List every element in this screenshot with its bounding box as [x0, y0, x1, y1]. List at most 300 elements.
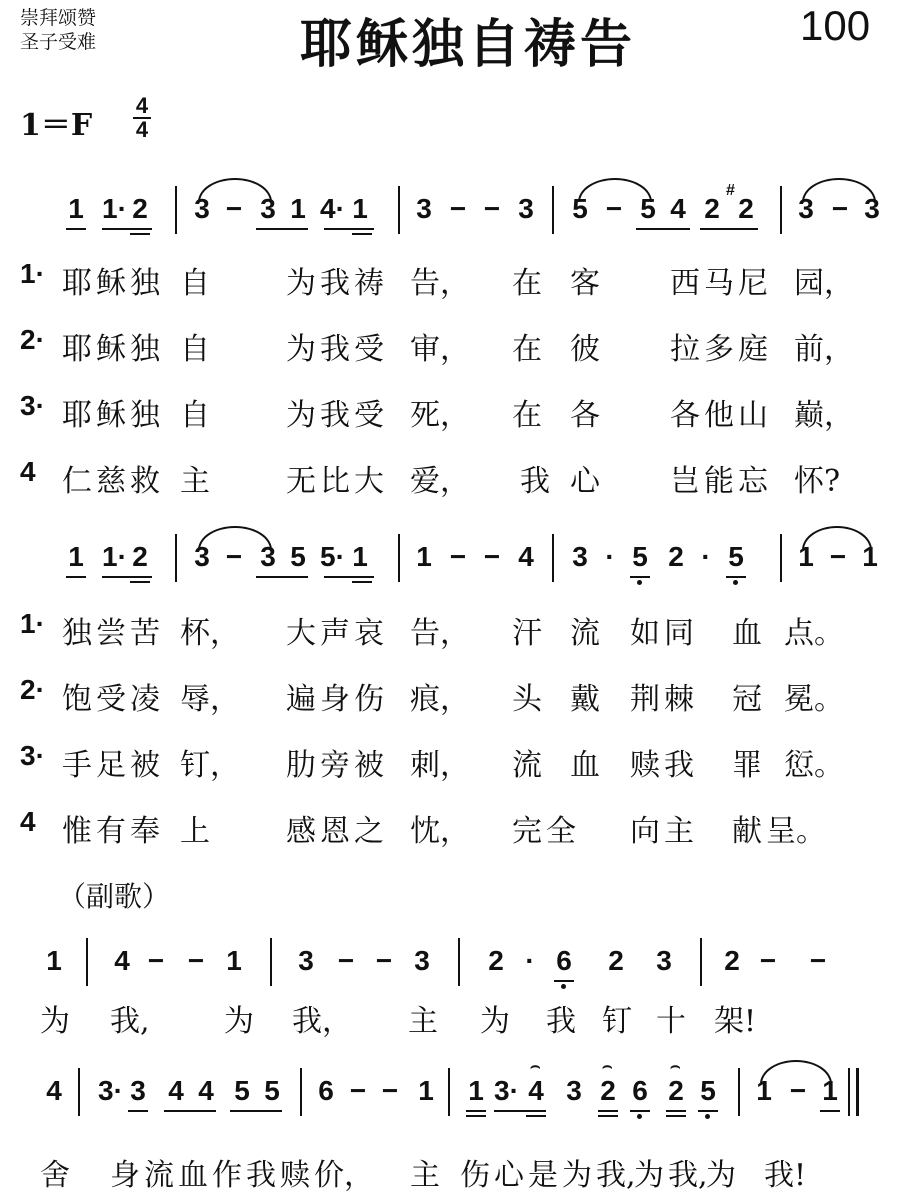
lyric-syllable: 无 [286, 464, 316, 499]
lyric-syllable: 自 [180, 332, 210, 367]
lyric-syllable: 辱， [180, 682, 240, 717]
music-line-2 [0, 540, 901, 600]
jianpu-note: 3 [260, 193, 276, 224]
time-signature-bottom: 4 [135, 117, 149, 142]
bar-line [78, 1068, 80, 1116]
lyric-syllable: 为 [286, 266, 316, 301]
beam-underline [256, 228, 308, 230]
lyric-syllable: 身 [320, 682, 350, 717]
lyric-syllable: 棘 [664, 682, 694, 717]
bar-line [700, 938, 702, 986]
jianpu-note: 5 [628, 540, 652, 574]
lyric-syllable: 独 [62, 616, 92, 651]
beam-underline [352, 233, 372, 235]
lyric-syllable: 杯， [180, 616, 240, 651]
jianpu-note: 3 [194, 193, 210, 224]
bar-line [848, 1068, 850, 1116]
jianpu-note: − [483, 541, 501, 572]
jianpu-note: − [809, 945, 827, 976]
jianpu-note: 1 [416, 541, 432, 572]
lyric-syllable: 怀? [794, 464, 841, 499]
subcategory-label: 圣子受难 [20, 32, 97, 53]
lyric-syllable: 冠 [732, 682, 762, 717]
jianpu-note: 3 [416, 193, 432, 224]
jianpu-note: 4· [320, 193, 345, 224]
lyric-syllable: 能 [704, 464, 734, 499]
beam-underline [636, 228, 690, 230]
beam-underline [666, 1115, 686, 1117]
lyric-syllable: 赎 [280, 1158, 310, 1193]
lyric-syllable: 为 [286, 332, 316, 367]
lyric-syllable: 荆 [630, 682, 660, 717]
jianpu-note: 5 [640, 193, 656, 224]
jianpu-note: 2 [704, 193, 720, 224]
lyric-syllable: 我 [520, 464, 550, 499]
lyric-syllable: 流 [144, 1158, 174, 1193]
hymn-number: 100 [800, 2, 871, 49]
jianpu-note: − [349, 1075, 367, 1106]
jianpu-note: 5 [724, 540, 748, 574]
lyric-syllable: 足 [96, 748, 126, 783]
lyric-syllable: 舍 [40, 1158, 70, 1193]
beam-underline [726, 576, 746, 578]
verse-number: 1· [20, 608, 45, 639]
jianpu-note: − [375, 945, 393, 976]
lyric-syllable: 死， [410, 398, 470, 433]
jianpu-note: 2 [600, 1075, 616, 1106]
fermata-icon: ⌢ [530, 1058, 541, 1075]
lyric-syllable: 在 [512, 332, 542, 367]
lyric-syllable: 痕， [410, 682, 470, 717]
lyric-syllable: 在 [512, 266, 542, 301]
lyric-syllable: 戴 [570, 682, 600, 717]
jianpu-note: 1 [822, 1075, 838, 1106]
lyric-syllable: 头 [512, 682, 542, 717]
bar-line [552, 534, 554, 582]
lyric-syllable: 受 [354, 332, 384, 367]
beam-underline [66, 576, 86, 578]
jianpu-note: 3 [798, 193, 814, 224]
lyric-syllable: 全 [546, 814, 576, 849]
lyric-syllable: 稣 [96, 266, 126, 301]
jianpu-note: − [449, 541, 467, 572]
jianpu-note: 2 [132, 541, 148, 572]
verse-b-line-4 [20, 806, 890, 849]
lyric-syllable: 我, [110, 1004, 150, 1039]
bar-line [780, 534, 782, 582]
bar-line [552, 186, 554, 234]
beam-underline [630, 576, 650, 578]
lyric-syllable: 爱， [410, 464, 470, 499]
bar-line [86, 938, 88, 986]
lyric-syllable: 血 [732, 616, 762, 651]
lyric-syllable: 完 [512, 814, 542, 849]
lyric-syllable: 耶 [62, 398, 92, 433]
chorus-label: （副歌） [58, 880, 171, 913]
jianpu-note: − [225, 193, 243, 224]
lyric-syllable: 比 [320, 464, 350, 499]
beam-underline [324, 576, 374, 578]
lyric-syllable: 血 [178, 1158, 208, 1193]
verse-number: 1· [20, 258, 45, 289]
lyric-syllable: 庭 [738, 332, 768, 367]
beam-underline [102, 228, 152, 230]
jianpu-note: − [829, 541, 847, 572]
lyric-syllable: 忘 [738, 464, 768, 499]
lyric-syllable: 为 [286, 398, 316, 433]
lyric-syllable: 手 [62, 748, 92, 783]
lyric-syllable: 向 [630, 814, 660, 849]
lyric-syllable: 刺， [410, 748, 470, 783]
verse-number: 4 [20, 456, 36, 487]
lyric-syllable: 在 [512, 398, 542, 433]
lyric-syllable: 独 [130, 266, 160, 301]
lyric-syllable: 为 [562, 1158, 592, 1193]
jianpu-note: 6 [318, 1075, 334, 1106]
jianpu-note: 5 [572, 193, 588, 224]
lyric-syllable: 苦 [130, 616, 160, 651]
jianpu-note: 3 [566, 1075, 582, 1106]
lyric-syllable: 大 [286, 616, 316, 651]
lyric-syllable: 主 [664, 814, 694, 849]
jianpu-note: 2 [724, 945, 740, 976]
lyric-syllable: 主 [408, 1004, 438, 1039]
lyric-syllable: 受 [96, 682, 126, 717]
jianpu-note: 3· [98, 1075, 123, 1106]
jianpu-note: 3 [414, 945, 430, 976]
lyric-syllable: 我 [546, 1004, 576, 1039]
lyric-syllable: 价， [314, 1158, 374, 1193]
lyric-syllable: 祷 [354, 266, 384, 301]
beam-underline [666, 1110, 686, 1112]
beam-underline [820, 1110, 840, 1112]
jianpu-note: 1 [756, 1075, 772, 1106]
lyric-syllable: 我 [320, 332, 350, 367]
lyric-syllable: 之 [354, 814, 384, 849]
lyric-syllable: 园， [794, 266, 854, 301]
jianpu-note: 5 [290, 541, 306, 572]
lyric-syllable: 西 [670, 266, 700, 301]
beam-underline [164, 1110, 216, 1112]
lyric-syllable: 声 [320, 616, 350, 651]
lyric-syllable: 我! [764, 1158, 807, 1193]
jianpu-note: 4 [198, 1075, 214, 1106]
key-signature: 1＝F [20, 108, 93, 143]
lyric-syllable: 耶 [62, 332, 92, 367]
lyric-syllable: 遍 [286, 682, 316, 717]
verse-b-line-2 [20, 674, 890, 717]
lyric-syllable: 有 [96, 814, 126, 849]
jianpu-note: 2 [738, 193, 754, 224]
jianpu-note: − [789, 1075, 807, 1106]
bar-line [175, 534, 177, 582]
chorus-music-line-1 [0, 944, 901, 1004]
jianpu-note: 1· [102, 541, 127, 572]
jianpu-note: 3 [298, 945, 314, 976]
jianpu-note: − [225, 541, 243, 572]
bar-line [175, 186, 177, 234]
lyric-syllable: 独 [130, 398, 160, 433]
lyric-syllable: 为 [706, 1158, 736, 1193]
lyric-syllable: 为 [480, 1004, 510, 1039]
verse-number: 2· [20, 674, 45, 705]
jianpu-note: · [605, 541, 615, 572]
lyric-syllable: 告， [410, 266, 470, 301]
jianpu-note: 1 [798, 541, 814, 572]
jianpu-note: 5 [264, 1075, 280, 1106]
lyric-syllable: 马 [704, 266, 734, 301]
hymn-title: 耶稣独自祷告 [300, 16, 637, 74]
verse-a-line-1 [20, 258, 890, 301]
verse-a-line-3 [20, 390, 890, 433]
lyric-syllable: 为 [224, 1004, 254, 1039]
lyric-syllable: 我 [664, 748, 694, 783]
beam-underline [130, 233, 150, 235]
lyric-syllable: 他 [704, 398, 734, 433]
lyric-syllable: 仁 [62, 464, 92, 499]
beam-underline [230, 1110, 282, 1112]
jianpu-note: − [449, 193, 467, 224]
jianpu-note: − [147, 945, 165, 976]
bar-line [448, 1068, 450, 1116]
jianpu-note: 1 [862, 541, 878, 572]
jianpu-note: 3 [518, 193, 534, 224]
jianpu-note: 3 [130, 1075, 146, 1106]
jianpu-note: 2 [608, 945, 624, 976]
beam-underline [630, 1110, 650, 1112]
lyric-syllable: 我, [596, 1158, 636, 1193]
lyric-syllable: 客 [570, 266, 600, 301]
beam-underline [128, 1110, 148, 1112]
lyric-syllable: 我 [320, 398, 350, 433]
chorus-music-line-2 [0, 1058, 901, 1134]
lyric-syllable: 肋 [286, 748, 316, 783]
lyric-syllable: 作 [212, 1158, 242, 1193]
sharp-icon: # [726, 182, 735, 199]
lyric-syllable: 我 [246, 1158, 276, 1193]
jianpu-note: 5· [320, 541, 345, 572]
lyric-syllable: 我， [292, 1004, 352, 1039]
jianpu-note: 4 [518, 541, 534, 572]
lyric-syllable: 上 [180, 814, 210, 849]
jianpu-note: 2 [668, 1075, 684, 1106]
lyric-syllable: 主 [180, 464, 210, 499]
jianpu-note: 4 [114, 945, 130, 976]
jianpu-note: 1 [46, 945, 62, 976]
beam-underline [66, 228, 86, 230]
lyric-syllable: 山 [738, 398, 768, 433]
lyric-syllable: 耶 [62, 266, 92, 301]
lyric-syllable: 多 [704, 332, 734, 367]
lyric-syllable: 是 [528, 1158, 558, 1193]
jianpu-note: 1· [102, 193, 127, 224]
beam-underline [526, 1115, 546, 1117]
jianpu-note: 6 [552, 944, 576, 978]
time-signature-top: 4 [135, 93, 149, 118]
jianpu-note: 1 [352, 541, 368, 572]
lyric-syllable: 被 [354, 748, 384, 783]
lyric-syllable: 独 [130, 332, 160, 367]
lyric-syllable: 凌 [130, 682, 160, 717]
fermata-icon: ⌢ [670, 1058, 681, 1075]
jianpu-note: 3 [656, 945, 672, 976]
lyric-syllable: 汗 [512, 616, 542, 651]
lyric-syllable: 愆。 [784, 748, 844, 783]
music-line-1 [0, 182, 901, 252]
bar-line [270, 938, 272, 986]
jianpu-note: 2 [132, 193, 148, 224]
jianpu-note: · [701, 541, 711, 572]
lyric-syllable: 钉， [180, 748, 240, 783]
verse-number: 2· [20, 324, 45, 355]
lyric-syllable: 献 [732, 814, 762, 849]
bar-line [856, 1068, 859, 1116]
lyric-syllable: 奉 [130, 814, 160, 849]
jianpu-note: − [605, 193, 623, 224]
jianpu-note: 1 [226, 945, 242, 976]
lyric-syllable: 慈 [96, 464, 126, 499]
time-signature [132, 93, 152, 142]
jianpu-note: 1 [352, 193, 368, 224]
lyric-syllable: 流 [570, 616, 600, 651]
lyric-syllable: 流 [512, 748, 542, 783]
beam-underline [102, 576, 152, 578]
jianpu-note: 6 [628, 1074, 652, 1108]
lyric-syllable: 感 [286, 814, 316, 849]
lyric-syllable: 为 [634, 1158, 664, 1193]
bar-line [738, 1068, 740, 1116]
lyric-syllable: 恩 [320, 814, 350, 849]
jianpu-note: − [831, 193, 849, 224]
lyric-syllable: 各 [670, 398, 700, 433]
beam-underline [700, 228, 758, 230]
bar-line [398, 186, 400, 234]
chorus-lyrics-line-1 [20, 996, 890, 1039]
bar-line [458, 938, 460, 986]
lyric-syllable: 惟 [62, 814, 92, 849]
lyric-syllable: 救 [130, 464, 160, 499]
beam-underline [698, 1110, 718, 1112]
beam-underline [256, 576, 308, 578]
lyric-syllable: 自 [180, 266, 210, 301]
lyric-syllable: 心 [494, 1158, 524, 1193]
verse-number: 3· [20, 390, 45, 421]
lyric-syllable: 尝 [96, 616, 126, 651]
beam-underline [598, 1115, 618, 1117]
lyric-syllable: 主 [410, 1158, 440, 1193]
lyric-syllable: 为 [40, 1004, 70, 1039]
lyric-syllable: 岂 [670, 464, 700, 499]
lyric-syllable: 血 [570, 748, 600, 783]
lyric-syllable: 冕。 [784, 682, 844, 717]
jianpu-note: 3 [260, 541, 276, 572]
lyric-syllable: 被 [130, 748, 160, 783]
lyric-syllable: 稣 [96, 398, 126, 433]
lyric-syllable: 身 [110, 1158, 140, 1193]
jianpu-note: − [381, 1075, 399, 1106]
lyric-syllable: 赎 [630, 748, 660, 783]
lyric-syllable: 审， [410, 332, 470, 367]
beam-underline [466, 1110, 486, 1112]
lyric-syllable: 十 [656, 1004, 686, 1039]
verse-a-line-2 [20, 324, 890, 367]
lyric-syllable: 彼 [570, 332, 600, 367]
jianpu-note: − [187, 945, 205, 976]
chorus-lyrics-line-2 [20, 1150, 890, 1193]
lyric-syllable: 我 [320, 266, 350, 301]
lyric-syllable: 自 [180, 398, 210, 433]
jianpu-note: 4 [670, 193, 686, 224]
lyric-syllable: 巅， [794, 398, 854, 433]
jianpu-note: 5 [234, 1075, 250, 1106]
jianpu-note: 1 [418, 1075, 434, 1106]
lyric-syllable: 拉 [670, 332, 700, 367]
jianpu-note: 2 [668, 541, 684, 572]
jianpu-note: − [759, 945, 777, 976]
beam-underline [352, 581, 372, 583]
lyric-syllable: 稣 [96, 332, 126, 367]
lyric-syllable: 伤 [354, 682, 384, 717]
jianpu-note: − [483, 193, 501, 224]
jianpu-note: 4 [168, 1075, 184, 1106]
lyric-syllable: 各 [570, 398, 600, 433]
jianpu-note: 3 [572, 541, 588, 572]
jianpu-note: 3 [194, 541, 210, 572]
lyric-syllable: 忱， [410, 814, 470, 849]
lyric-syllable: 呈。 [766, 814, 826, 849]
jianpu-note: 3· [494, 1075, 519, 1106]
lyric-syllable: 点。 [784, 616, 844, 651]
jianpu-note: 1 [68, 541, 84, 572]
jianpu-note: 4 [528, 1075, 544, 1106]
lyric-syllable: 钉 [602, 1004, 632, 1039]
lyric-syllable: 同 [664, 616, 694, 651]
verse-b-line-3 [20, 740, 890, 783]
beam-underline [598, 1110, 618, 1112]
jianpu-note: 1 [468, 1075, 484, 1106]
lyric-syllable: 哀 [354, 616, 384, 651]
beam-underline [554, 980, 574, 982]
jianpu-note: 3 [864, 193, 880, 224]
jianpu-note: · [525, 945, 535, 976]
jianpu-note: − [337, 945, 355, 976]
jianpu-note: 4 [46, 1075, 62, 1106]
lyric-syllable: 前， [794, 332, 854, 367]
jianpu-note: 1 [68, 193, 84, 224]
lyric-syllable: 我, [668, 1158, 708, 1193]
lyric-syllable: 伤 [460, 1158, 490, 1193]
verse-number: 4 [20, 806, 36, 837]
lyric-syllable: 旁 [320, 748, 350, 783]
bar-line [780, 186, 782, 234]
verse-b-line-1 [20, 608, 890, 651]
lyric-syllable: 架! [714, 1004, 757, 1039]
beam-underline [324, 228, 374, 230]
jianpu-note: 2 [488, 945, 504, 976]
lyric-syllable: 罪 [732, 748, 762, 783]
beam-underline [466, 1115, 486, 1117]
verse-a-line-4 [20, 456, 890, 499]
jianpu-note: 1 [290, 193, 306, 224]
lyric-syllable: 心 [570, 464, 600, 499]
verse-number: 3· [20, 740, 45, 771]
fermata-icon: ⌢ [602, 1058, 613, 1075]
bar-line [398, 534, 400, 582]
lyric-syllable: 尼 [738, 266, 768, 301]
category-label: 崇拜颂赞 [20, 8, 97, 29]
lyric-syllable: 告， [410, 616, 470, 651]
lyric-syllable: 大 [354, 464, 384, 499]
